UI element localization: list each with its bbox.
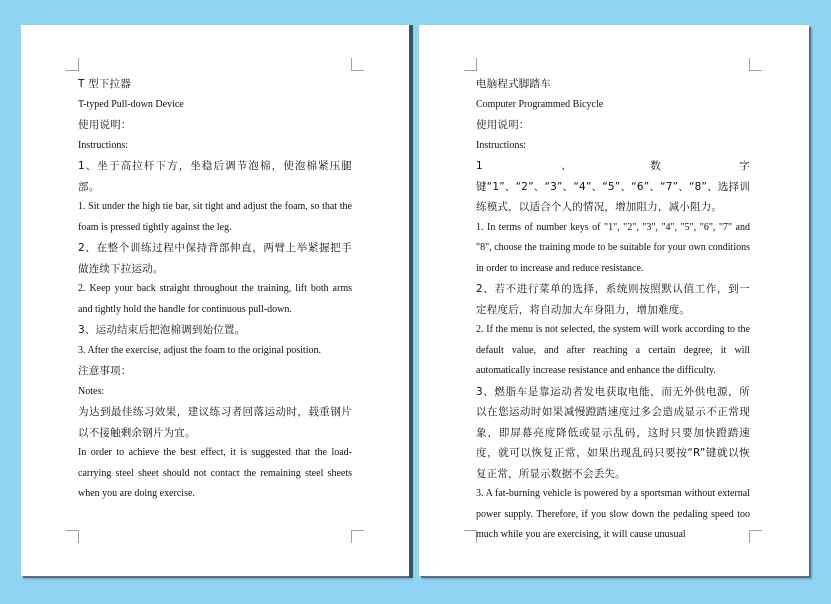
page-separator	[409, 25, 413, 578]
paragraph-chinese: 3、运动结束后把泡棉调到始位置。	[78, 324, 246, 336]
margin-corner-bottom-right	[351, 530, 364, 543]
paragraph-chinese: 1、数字键“1”、“2”、“3”、“4”、“5”、“6”、“7”、“8”、选择训练模式，以适合个人的情况，增加阻力，减小阻力。	[476, 160, 750, 213]
paragraph-chinese: 电脑程式脚踏车	[476, 78, 551, 90]
margin-corner-top-right	[749, 58, 762, 71]
margin-corner-top-left	[66, 58, 79, 71]
document-page-right	[419, 25, 809, 576]
paragraph-english: Notes:	[78, 385, 105, 397]
margin-corner-bottom-right	[749, 530, 762, 543]
document-page-left	[21, 25, 409, 576]
paragraph-chinese: 2、若不进行菜单的选择，系统则按照默认值工作，到一定程度后，将自动加大车身阻力，增加难度。	[476, 283, 750, 316]
paragraph-english: 2. Keep your back straight throughout the training, lift both arms and tightly hold the handle for continuous pull-down.	[78, 283, 352, 315]
paragraph-chinese: T 型下拉器	[78, 78, 131, 90]
paragraph-chinese: 使用说明：	[476, 119, 530, 131]
page-text-body[interactable]	[78, 74, 352, 505]
margin-corner-top-right	[351, 58, 364, 71]
paragraph-english: 1. In terms of number keys of "1", "2", "3", "4", "5", "6", "7" and "8", choose the training mode to be suitable for your own conditions in order to increase and reduce resistance.	[476, 221, 750, 274]
paragraph-chinese: 3、燃脂车是靠运动者发电获取电能，而无外供电源，所以在您运动时如果减慢蹬踏速度过多会造成显示不正常现象，即屏幕亮度降低或显示乱码，这时只要加快蹬踏速度，就可以恢复正常，如果出现乱码只要按“R”键就以恢复正常，所显示数据不会丢失。	[476, 385, 750, 480]
paragraph-english: T-typed Pull-down Device	[78, 98, 184, 110]
margin-corner-top-left	[464, 58, 477, 71]
paragraph-english: Instructions:	[476, 139, 526, 151]
paragraph-english: Instructions:	[78, 139, 128, 151]
paragraph-chinese: 为达到最佳练习效果，建议练习者回落运动时，载重钢片以不接触剩余钢片为宜。	[78, 406, 352, 439]
paragraph-chinese: 注意事项：	[78, 365, 132, 377]
paragraph-english: 1. Sit under the high tie bar, sit tight and adjust the foam, so that the foam is pressed tightly against the leg.	[78, 201, 352, 233]
paragraph-chinese: 2、在整个训练过程中保持背部伸直，两臂上举紧握把手做连续下拉运动。	[78, 242, 352, 275]
paragraph-chinese: 使用说明：	[78, 119, 132, 131]
paragraph-english: In order to achieve the best effect, it is suggested that the load-carrying steel sheet should not contact the remaining steel sheets when you are doing exercise.	[78, 447, 352, 499]
paragraph-english: Computer Programmed Bicycle	[476, 98, 604, 110]
paragraph-english: 3. After the exercise, adjust the foam to the original position.	[78, 344, 321, 356]
margin-corner-bottom-left	[66, 530, 79, 543]
paragraph-chinese: 1、坐于高拉杆下方，坐稳后调节泡棉，使泡棉紧压腿部。	[78, 160, 352, 193]
paragraph-english: 3. A fat-burning vehicle is powered by a sportsman without external power supply. Therefore, if you slow down the pedaling speed too much while you are exercising, it will cause unusual	[476, 488, 750, 540]
paragraph-english: 2. If the menu is not selected, the system will work according to the default value, and after reaching a certain degree, it will automatically increase resistance and enhance the difficulty.	[476, 324, 750, 376]
page-text-body[interactable]	[476, 74, 750, 546]
